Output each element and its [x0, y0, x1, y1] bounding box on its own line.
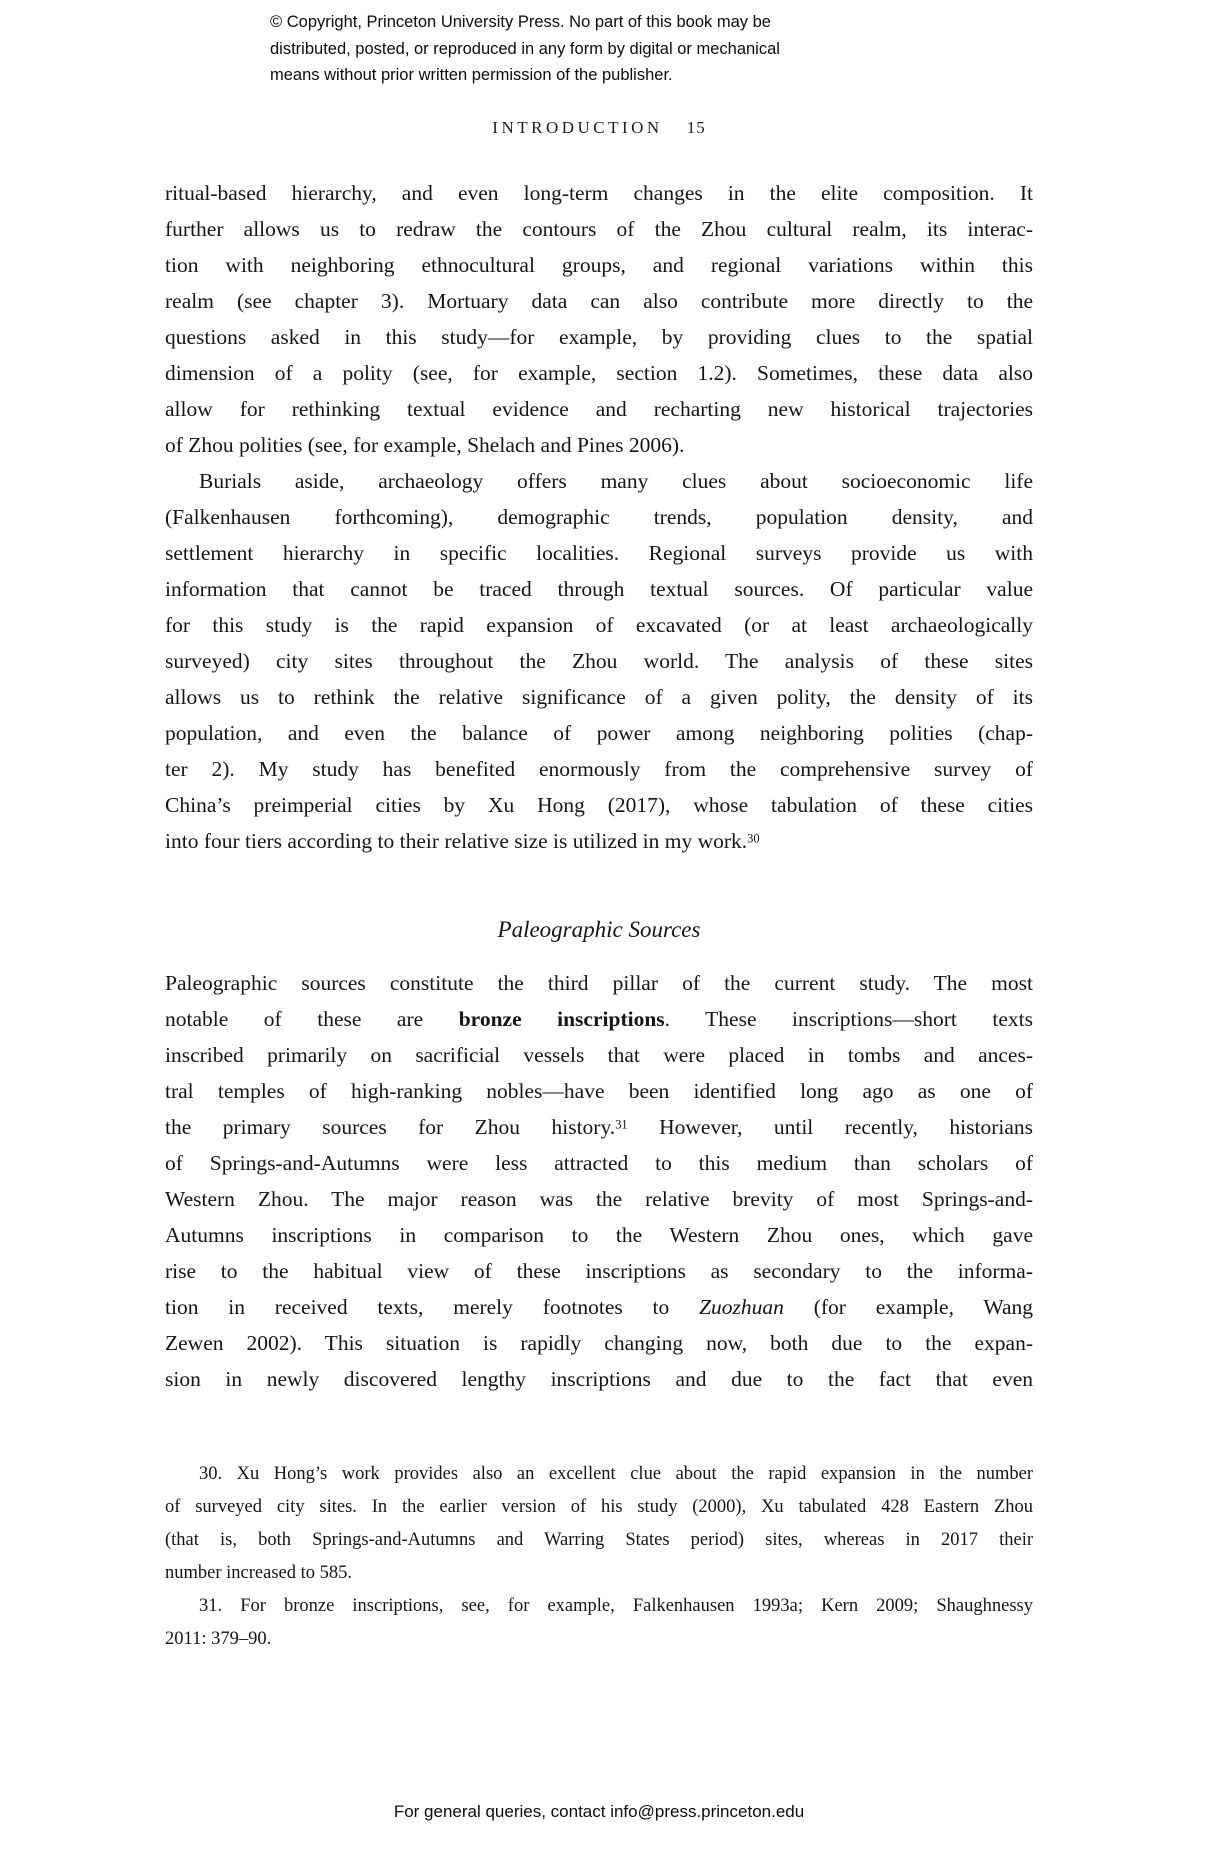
text-line: for this study is the rapid expansion of excavated (or at least archaeologically: [165, 613, 1033, 637]
text-line: allow for rethinking textual evidence and recharting new historical trajectories: [165, 397, 1033, 421]
paragraph: [165, 463, 1033, 859]
text-line: information that cannot be traced through textual sources. Of particular value: [165, 577, 1033, 601]
text-line: further allows us to redraw the contours of the Zhou cultural realm, its interac-: [165, 217, 1033, 241]
text-line: Burials aside, archaeology offers many clues about socioeconomic life: [199, 469, 1033, 493]
text-line: the primary sources for Zhou history.$^{31}$ However, until recently, historians: [165, 1115, 1033, 1139]
text-line: of Springs-and-Autumns were less attracted to this medium than scholars of: [165, 1151, 1033, 1175]
text-line: (Falkenhausen forthcoming), demographic trends, population density, and: [165, 505, 1033, 529]
text-line: 31. For bronze inscriptions, see, for example, Falkenhausen 1993a; Kern 2009; Shaughnessy: [199, 1596, 1033, 1616]
paragraph-block-after-heading: [165, 965, 1033, 1397]
running-head: [165, 117, 1033, 139]
section-heading: Paleographic Sources: [497, 917, 701, 942]
text-line: Paleographic sources constitute the third pillar of the current study. The most: [165, 971, 1033, 995]
footnote: [165, 1590, 1033, 1656]
text-line: dimension of a polity (see, for example, section 1.2). Sometimes, these data also: [165, 361, 1033, 385]
text-line: rise to the habitual view of these inscriptions as secondary to the informa-: [165, 1259, 1033, 1283]
footnotes: [165, 1458, 1033, 1656]
text-line: questions asked in this study—for example, by providing clues to the spatial: [165, 325, 1033, 349]
paragraph-block-before-heading: [165, 175, 1033, 859]
text-line: allows us to rethink the relative significance of a given polity, the density of its: [165, 685, 1033, 709]
text-line: surveyed) city sites throughout the Zhou world. The analysis of these sites: [165, 649, 1033, 673]
footer-contact: For general queries, contact info@press.princeton.edu: [393, 1802, 805, 1821]
text-line: tral temples of high-ranking nobles—have been identified long ago as one of: [165, 1079, 1033, 1103]
text-line: (that is, both Springs-and-Autumns and Warring States period) sites, whereas in 2017 their: [165, 1530, 1033, 1550]
text-line: into four tiers according to their relative size is utilized in my work.$^{30}$: [165, 829, 760, 853]
page-number: 15: [686, 118, 706, 137]
text-line: population, and even the balance of power among neighboring polities (chap-: [165, 721, 1033, 745]
text-line: of Zhou polities (see, for example, Shelach and Pines 2006).: [165, 433, 685, 457]
text-line: Western Zhou. The major reason was the relative brevity of most Springs-and-: [165, 1187, 1033, 1211]
text-line: Zewen 2002). This situation is rapidly changing now, both due to the expan-: [165, 1331, 1033, 1355]
copyright-line: means without prior written permission of the publisher.: [270, 66, 673, 84]
paragraph: [165, 175, 1033, 463]
text-line: inscribed primarily on sacrificial vessels that were placed in tombs and ances-: [165, 1043, 1033, 1067]
text-line: ter 2). My study has benefited enormously from the comprehensive survey of: [165, 757, 1033, 781]
paragraph: [165, 965, 1033, 1397]
text-line: ritual-based hierarchy, and even long-term changes in the elite composition. It: [165, 181, 1033, 205]
text-line: tion in received texts, merely footnotes to Zuozhuan (for example, Wang: [165, 1295, 1033, 1319]
copyright-line: distributed, posted, or reproduced in any form by digital or mechanical: [270, 39, 780, 58]
text-line: tion with neighboring ethnocultural groups, and regional variations within this: [165, 253, 1033, 277]
text-line: notable of these are bronze inscriptions. These inscriptions—short texts: [165, 1007, 1033, 1031]
text-line: 2011: 379–90.: [165, 1629, 272, 1649]
text-line: settlement hierarchy in specific localities. Regional surveys provide us with: [165, 541, 1033, 565]
text-line: realm (see chapter 3). Mortuary data can also contribute more directly to the: [165, 289, 1033, 313]
chapter-title: INTRODUCTION: [492, 118, 663, 137]
text-line: 30. Xu Hong’s work provides also an excellent clue about the rapid expansion in the number: [199, 1464, 1033, 1484]
text-line: of surveyed city sites. In the earlier version of his study (2000), Xu tabulated 428 Eastern Zhou: [165, 1497, 1033, 1517]
copyright-line: © Copyright, Princeton University Press. No part of this book may be: [270, 13, 771, 31]
footnote: [165, 1458, 1033, 1590]
text-line: sion in newly discovered lengthy inscriptions and due to the fact that even: [165, 1367, 1033, 1391]
text-line: Autumns inscriptions in comparison to the Western Zhou ones, which gave: [165, 1223, 1033, 1247]
text-line: China’s preimperial cities by Xu Hong (2017), whose tabulation of these cities: [165, 793, 1033, 817]
text-line: number increased to 585.: [165, 1563, 352, 1583]
body-text: [165, 175, 1033, 1397]
copyright-notice: [270, 9, 890, 89]
